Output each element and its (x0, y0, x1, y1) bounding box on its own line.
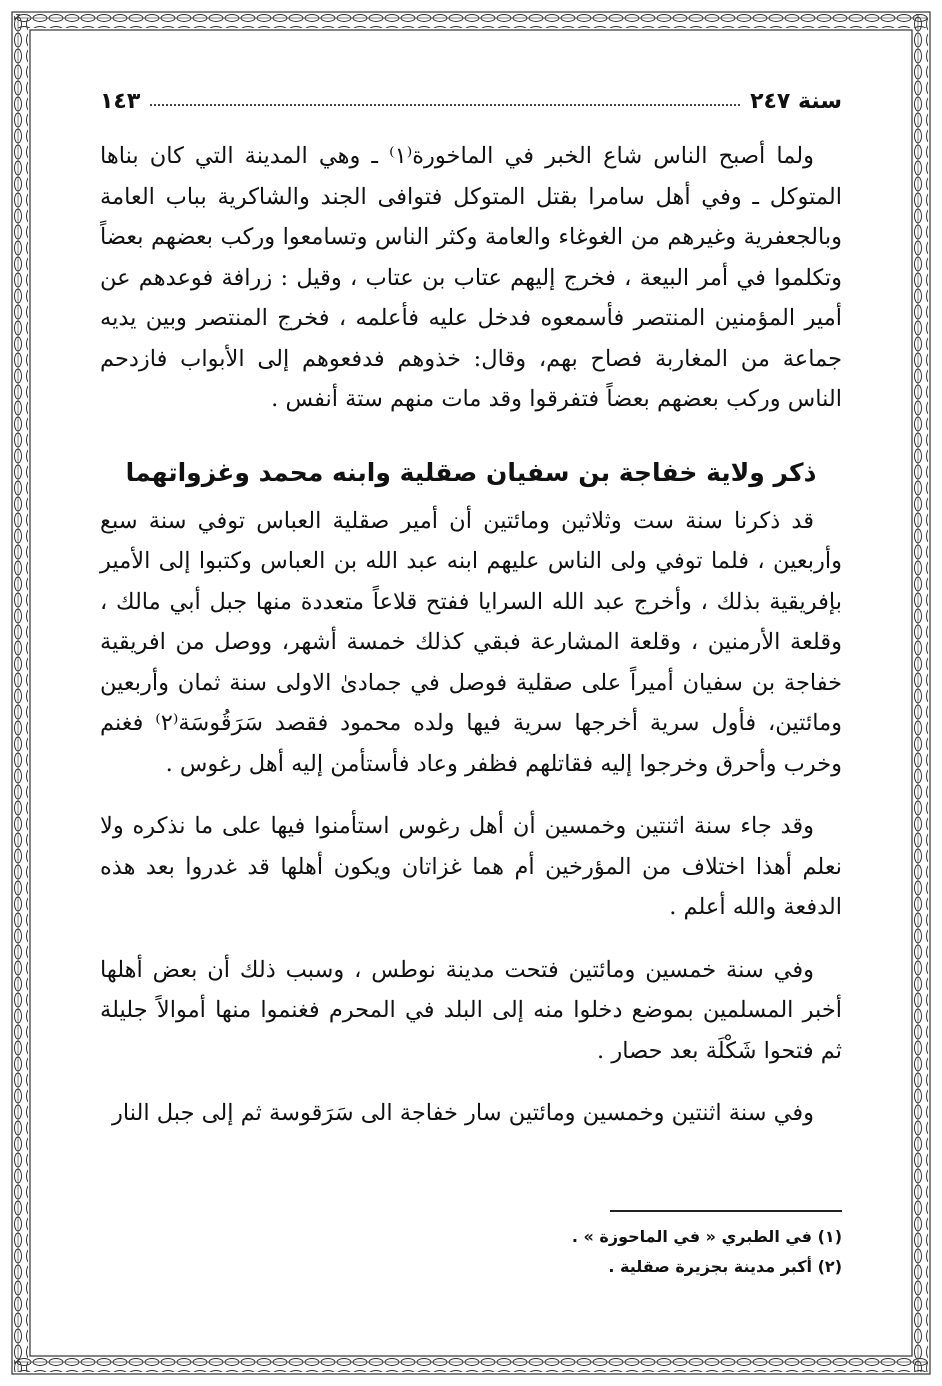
footnote-rule (610, 1210, 842, 1212)
border-right (914, 14, 928, 1372)
border-bottom (14, 1358, 928, 1372)
paragraph-5: وفي سنة اثنتين وخمسين ومائتين سار خفاجة الى سَرَقوسة ثم إلى جبل النار (112, 1100, 814, 1126)
page-number: ١٤٣ (100, 89, 141, 114)
footnote-1: (١) في الطبري « في الماحوزة » . (571, 1227, 842, 1246)
border-top (14, 14, 928, 28)
section-title: ذكر ولاية خفاجة بن سفيان صقلية وابنه محمد وغزواتهما (125, 457, 817, 487)
year-label: سنة ٢٤٧ (750, 89, 842, 114)
running-header (100, 78, 842, 114)
paragraph-4: وفي سنة خمسين ومائتين فتحت مدينة نوطس ، وسبب ذلك أن بعض أهلها أخبر المسلمين بموضع دخلوا منه إلى البلد في المحرم فغنموا منها أموالاً جليلة ثم فتحوا شَكْلَة بعد حصار . (100, 956, 842, 1064)
border-left (14, 14, 28, 1372)
paragraph-3: وقد جاء سنة اثنتين وخمسين أن أهل رغوس استأمنوا فيها على ما نذكره ولا نعلم أهذا اختلاف من المؤرخين أم هما غزاتان ويكون أهلها قد غدروا بعد هذه الدفعة والله أعلم . (100, 813, 842, 920)
paragraph-1: ولما أصبح الناس شاع الخبر في الماخورة⁽١⁾ ـ وهي المدينة التي كان بناها المتوكل ـ وفي أهل سامرا بقتل المتوكل فتوافى الجند والشاكرية بباب العامة وبالجعفرية وغيرهم من الغوغاء والعامة وكثر الناس وتسامعوا وركب بعضهم بعضاً وتكلموا في أمر البيعة ، فخرج إليهم عتاب بن عتاب ، وقيل : زرافة فوعدهم عن أمير المؤمنين المنتصر فأسمعوه فدخل عليه فأعلمه ، فخرج المنتصر وبين يديه جماعة من المغاربة فصاح بهم، وقال: خذوهم فدفعوهم إلى الأبواب فازدحم الناس وركب بعضهم بعضاً فتفرقوا وقد مات منهم ستة أنفس . (100, 143, 842, 412)
footnote-2: (٢) أكبر مدينة بجزيرة صقلية . (608, 1257, 842, 1276)
header-dotted-leader (150, 103, 740, 106)
paragraph-2: قد ذكرنا سنة ست وثلاثين ومائتين أن أمير صقلية العباس توفي سنة سبع وأربعين ، فلما توفي ولى الناس عليهم ابنه عبد الله بن العباس وكتبوا إلى الأمير بإفريقية بذلك ، وأخرج عبد الله السرايا ففتح قلاعاً متعددة منها جبل أبي مالك ، وقلعة الأرمنين ، وقلعة المشارعة فبقي كذلك خمسة أشهر، ووصل من افريقية خفاجة بن سفيان أميراً على صقلية فوصل في جمادىٰ الاولى سنة ثمان وأربعين ومائتين، فأول سرية أخرجها سرية فيها ولده محمود فقصد سَرَقُوسَة⁽٢⁾ فغنم وخرب وأحرق وخرجوا إليه فقاتلهم فظفر وعاد فأستأمن إليه أهل رغوس . (100, 507, 842, 777)
footnotes (100, 1210, 842, 1282)
page-body (100, 78, 842, 1134)
